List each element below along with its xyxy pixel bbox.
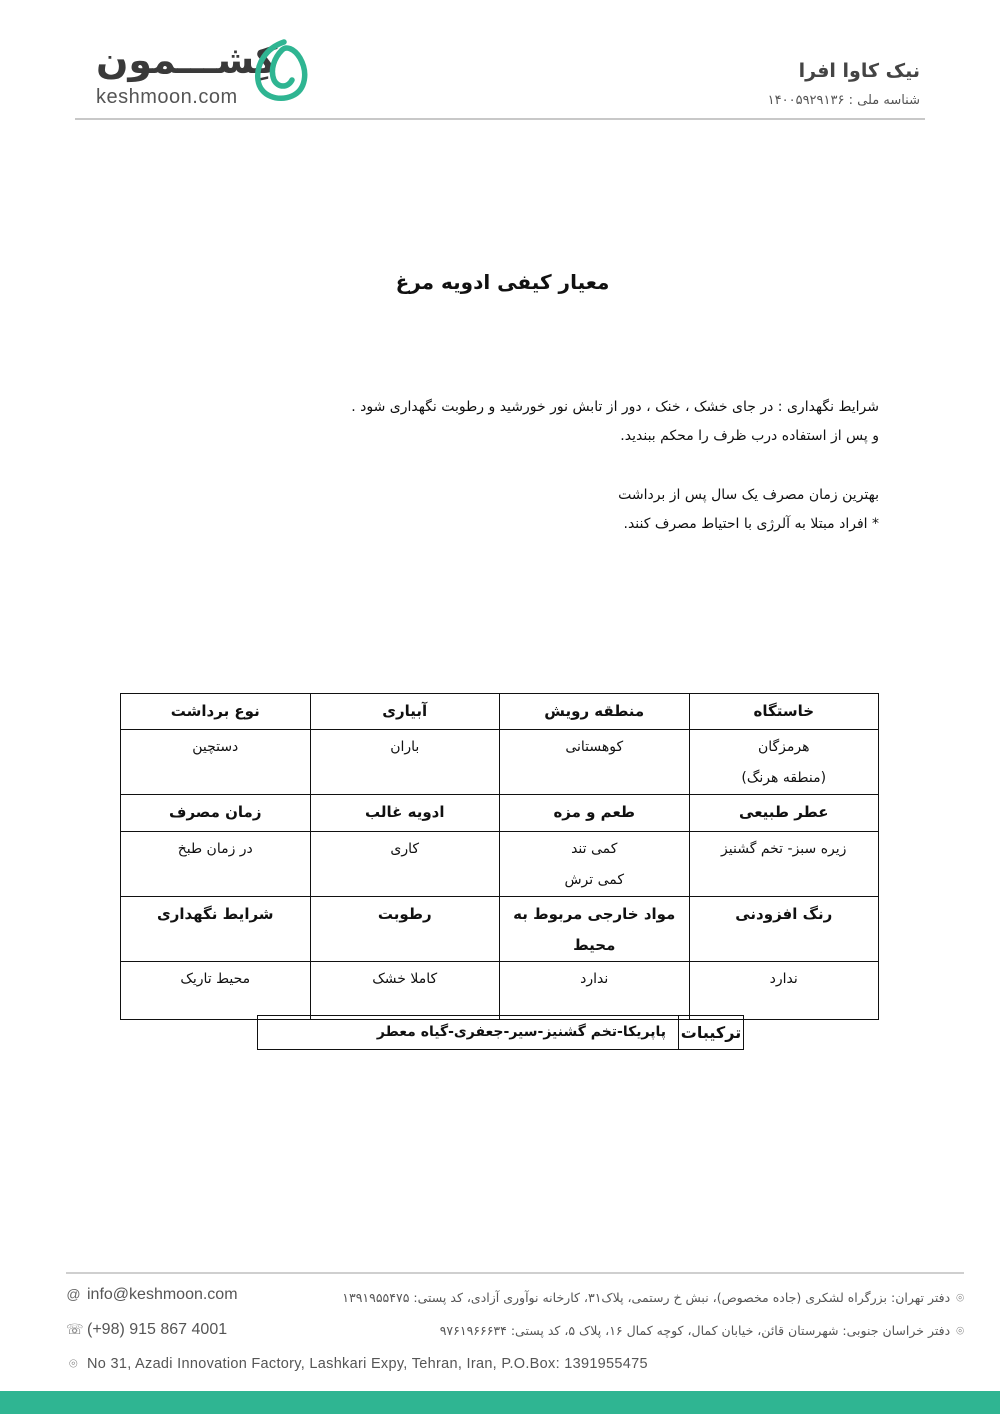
cell-origin [689,730,879,795]
cell-line: کاملا خشک [372,971,438,987]
footer-address-khorasan [440,1323,964,1339]
paragraph-line: * افراد مبتلا به آلرژی با احتیاط مصرف کنند. [623,516,879,532]
footer-email [66,1286,238,1304]
header-origin: خاستگاه [689,694,879,730]
cell-line: (منطقه هرنگ) [741,770,827,786]
footer-brand-bar [0,1391,1000,1414]
cell-taste [500,832,690,897]
brand-logo [92,36,312,110]
cell-storage-conditions [121,962,311,1020]
cell-line: زیره سبز- تخم گشنیز [721,841,847,857]
cell-foreign-matter [500,962,690,1020]
cell-line: کوهستانی [565,739,624,755]
cell-line: کاری [390,841,420,857]
header-storage-conditions: شرایط نگهداری [121,897,311,962]
cell-moisture [310,962,500,1020]
header-natural-aroma: عطر طبیعی [689,795,879,832]
paragraph-line: شرایط نگهداری : در جای خشک ، خنک ، دور از تابش نور خورشید و رطوبت نگهداری شود . [351,399,879,415]
header-added-color: رنگ افزودنی [689,897,879,962]
cell-line: ندارد [580,971,609,987]
cell-natural-aroma [689,832,879,897]
email-link[interactable]: info@keshmoon.com [87,1286,238,1303]
header-moisture: رطوبت [310,897,500,962]
paragraph-line: و پس از استفاده درب ظرف را محکم ببندید. [620,428,879,444]
cell-irrigation [310,730,500,795]
table-row [121,730,879,795]
cell-harvest-type [121,730,311,795]
composition-row [257,1015,744,1050]
table-header-row [121,795,879,832]
address-tehran-text: دفتر تهران: بزرگراه لشکری (جاده مخصوص)، نبش خ رستمی، پلاک۳۱، کارخانه نوآوری آزادی، کد پستی: ۱۳۹۱۹۵۵۴۷۵ [342,1290,951,1305]
email-icon: @ [66,1286,81,1302]
footer-phone [66,1321,227,1339]
storage-conditions-paragraph [351,393,879,451]
usage-note-paragraph [618,481,879,539]
cell-line: هرمزگان [757,739,810,755]
header-taste: طعم و مزه [500,795,690,832]
header-dominant-spice: ادویه غالب [310,795,500,832]
company-name: نیک کاوا افرا [798,60,920,82]
header-harvest-type: نوع برداشت [121,694,311,730]
composition-label: ترکیبات [678,1016,743,1049]
address-khorasan-text: دفتر خراسان جنوبی: شهرستان قائن، خیابان کمال، کوچه کمال ۱۶، پلاک ۵، کد پستی: ۹۷۶۱۹۶۶۶۳۴ [439,1323,951,1338]
footer-address-en [66,1355,648,1372]
cell-added-color [689,962,879,1020]
footer-address-tehran [342,1290,964,1306]
cell-growing-region [500,730,690,795]
document-title: معیار کیفی ادویه مرغ [395,270,610,294]
cell-line: در زمان طبخ [177,841,253,857]
footer-divider [66,1272,964,1274]
phone-icon: ☏ [66,1321,84,1337]
national-id-value: ۱۴۰۰۵۹۲۹۱۳۶ [767,93,845,108]
location-icon: ⌾ [956,1324,964,1339]
logo-text-en: keshmoon.com [96,86,238,108]
header-foreign-matter: مواد خارجی مربوط به محیط [500,897,690,962]
paragraph-line: بهترین زمان مصرف یک سال پس از برداشت [618,487,879,503]
table-row [121,832,879,897]
national-id-label: شناسه ملی : [848,93,920,108]
cell-dominant-spice [310,832,500,897]
header-growing-region: منطقه رویش [500,694,690,730]
cell-line: دستچین [192,739,239,755]
logo-spiral-icon [250,36,310,106]
location-icon: ⌾ [69,1355,78,1371]
logo-text-fa: کِشـــمون [96,38,278,82]
location-icon: ⌾ [956,1291,964,1306]
header-irrigation: آبیاری [310,694,500,730]
cell-line: باران [390,739,420,755]
cell-line: محیط تاریک [180,971,251,987]
header-divider [75,118,925,120]
cell-line: کمی تند [571,841,618,857]
cell-line: کمی ترش [564,872,625,888]
header-consumption-time: زمان مصرف [121,795,311,832]
composition-value: پاپریکا-تخم گشنیز-سیر-جعفری-گیاه معطر [376,1024,666,1040]
table-row [121,962,879,1020]
table-header-row [121,897,879,962]
table-header-row [121,694,879,730]
address-en-text: No 31, Azadi Innovation Factory, Lashkari Expy, Tehran, Iran, P.O.Box: 1391955475 [87,1356,648,1372]
national-id [768,93,920,108]
phone-number[interactable]: (+98) 915 867 4001 [87,1321,228,1338]
cell-line: ندارد [769,971,798,987]
quality-spec-table [120,693,879,1020]
cell-consumption-time [121,832,311,897]
